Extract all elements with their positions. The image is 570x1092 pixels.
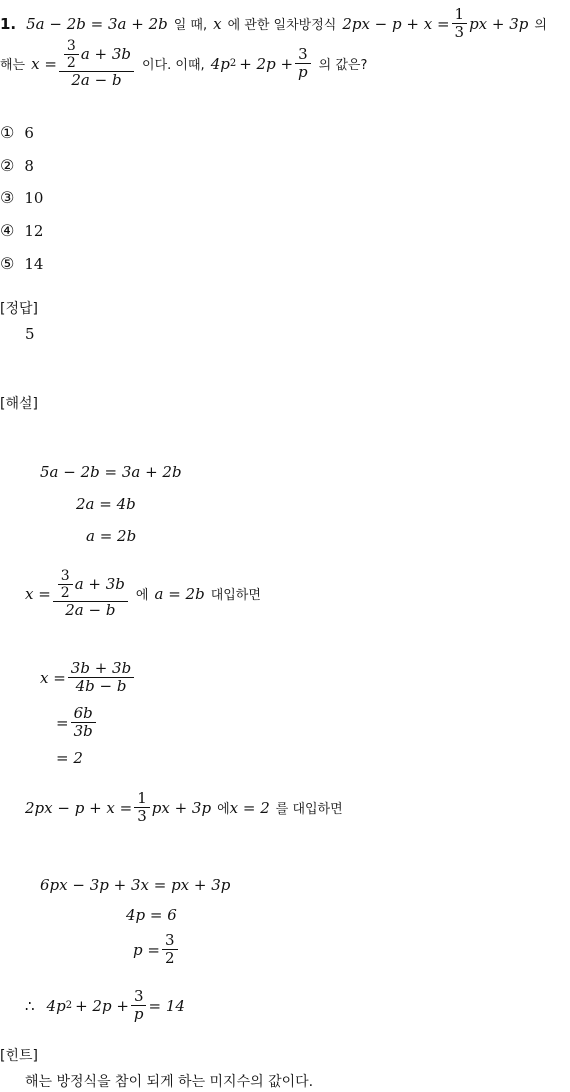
inner-numerator: 3 — [58, 568, 73, 585]
exponent: 2 — [229, 58, 237, 70]
fraction-calc-1 — [68, 660, 134, 696]
fraction-one-third — [134, 790, 150, 826]
choice-value: 6 — [24, 123, 34, 142]
fraction-solution — [53, 568, 128, 619]
choice-value: 12 — [24, 221, 44, 240]
numerator-rest: a + 3b — [74, 574, 125, 593]
solution-calc-2 — [56, 705, 98, 741]
choice-value: 10 — [24, 188, 44, 207]
solution-substitute-2 — [25, 790, 343, 826]
solution-p-step-3 — [133, 932, 180, 968]
solution-substitute-1 — [25, 568, 261, 619]
solution-step-1: 5a − 2b = 3a + 2b — [40, 463, 182, 481]
substitution-equation: a = 2b — [154, 584, 205, 603]
final-result: = 14 — [148, 996, 185, 1015]
inner-fraction — [64, 38, 79, 71]
equation-rhs: px + 3p — [151, 798, 212, 817]
inner-denominator: 2 — [66, 55, 76, 72]
inner-numerator: 3 — [64, 38, 79, 55]
answer-label: [정답] — [0, 301, 38, 317]
problem-number: 1. — [0, 14, 17, 33]
fraction-numerator: 1 — [134, 790, 150, 808]
solution-calc-3: = 2 — [56, 749, 83, 767]
condition-equation: 5a − 2b = 3a + 2b — [26, 14, 168, 33]
target-term-a: 4p — [210, 54, 230, 73]
equals-sign: = — [56, 713, 69, 732]
solution-step-3: a = 2b — [86, 527, 137, 545]
choice-2[interactable] — [0, 156, 34, 175]
text-substitute: 를 대입하면 — [275, 802, 343, 818]
answer-value: 5 — [25, 325, 35, 343]
text-of: 의 — [534, 18, 547, 34]
choice-4[interactable] — [0, 221, 43, 240]
text-to: 에 — [217, 802, 230, 818]
solution-label: [해설] — [0, 396, 38, 412]
text-value-of: 의 값은? — [318, 58, 368, 74]
fraction-three-over-p — [295, 46, 311, 82]
fraction-calc-2 — [71, 705, 96, 741]
choice-5[interactable] — [0, 254, 43, 273]
text-solution-is: 해는 — [0, 58, 26, 74]
text-then: 이다. 이때, — [142, 58, 205, 74]
fraction-numerator: 1 — [452, 6, 468, 24]
solution-p-step-2: 4p = 6 — [126, 906, 177, 924]
choice-mark: ③ — [0, 188, 15, 207]
fraction-numerator: 3 — [162, 932, 178, 950]
numerator-rest: a + 3b — [80, 44, 132, 63]
fraction-denominator: 2a − b — [65, 601, 116, 620]
p-equals: p = — [133, 940, 160, 959]
text-substitute: 대입하면 — [210, 588, 261, 604]
x-equals: x = — [31, 54, 57, 73]
equation-rhs: px + 3p — [469, 14, 529, 33]
fraction-numerator: 3 — [295, 46, 311, 64]
fraction-solution — [59, 38, 134, 89]
fraction-denominator: p — [298, 63, 308, 82]
fraction-numerator: 3b + 3b — [68, 660, 134, 678]
substitution-equation: x = 2 — [229, 798, 270, 817]
solution-step-2: 2a = 4b — [76, 495, 136, 513]
fraction-denominator: 2a − b — [71, 71, 122, 90]
inner-denominator: 2 — [60, 585, 70, 602]
hint-text: 해는 방정식을 참이 되게 하는 미지수의 값이다. — [25, 1074, 314, 1090]
fraction-one-third — [452, 6, 468, 42]
choice-1[interactable] — [0, 123, 34, 142]
fraction-three-over-p — [131, 988, 147, 1024]
text-regarding: 에 관한 일차방정식 — [227, 18, 337, 34]
equation-lhs: 2px − p + x = — [25, 798, 133, 817]
problem-line-2 — [0, 38, 367, 89]
final-term-a: 4p — [46, 996, 66, 1015]
fraction-numerator — [53, 568, 128, 602]
solution-final — [25, 988, 185, 1024]
target-term-b: + 2p + — [239, 54, 294, 73]
choice-3[interactable] — [0, 188, 43, 207]
fraction-denominator: 3 — [454, 23, 465, 42]
fraction-denominator: 3 — [137, 807, 147, 826]
solution-p-step-1: 6px − 3p + 3x = px + 3p — [40, 876, 231, 894]
fraction-numerator: 3 — [131, 988, 147, 1006]
hint-label: [힌트] — [0, 1048, 38, 1064]
choice-value: 8 — [24, 156, 34, 175]
fraction-denominator: 2 — [164, 949, 175, 968]
choice-mark: ⑤ — [0, 254, 15, 273]
fraction-denominator: 4b − b — [75, 677, 127, 696]
x-equals: x = — [40, 668, 66, 687]
inner-fraction — [58, 568, 73, 601]
choice-value: 14 — [24, 254, 44, 273]
problem-line-1 — [0, 6, 547, 42]
fraction-three-halves — [162, 932, 178, 968]
text-when: 일 때, — [173, 18, 208, 34]
solution-calc-1 — [40, 660, 136, 696]
var-x: x — [213, 14, 222, 33]
therefore-symbol: ∴ — [25, 996, 35, 1015]
text-to: 에 — [135, 588, 149, 604]
fraction-numerator: 6b — [71, 705, 96, 723]
final-term-b: + 2p + — [75, 996, 129, 1015]
fraction-denominator: p — [133, 1005, 144, 1024]
choice-mark: ② — [0, 156, 15, 175]
fraction-numerator — [59, 38, 134, 72]
choice-mark: ④ — [0, 221, 15, 240]
fraction-denominator: 3b — [73, 722, 93, 741]
x-equals: x = — [25, 584, 51, 603]
exponent: 2 — [65, 1000, 73, 1012]
choice-mark: ① — [0, 123, 15, 142]
equation-lhs: 2px − p + x = — [342, 14, 450, 33]
